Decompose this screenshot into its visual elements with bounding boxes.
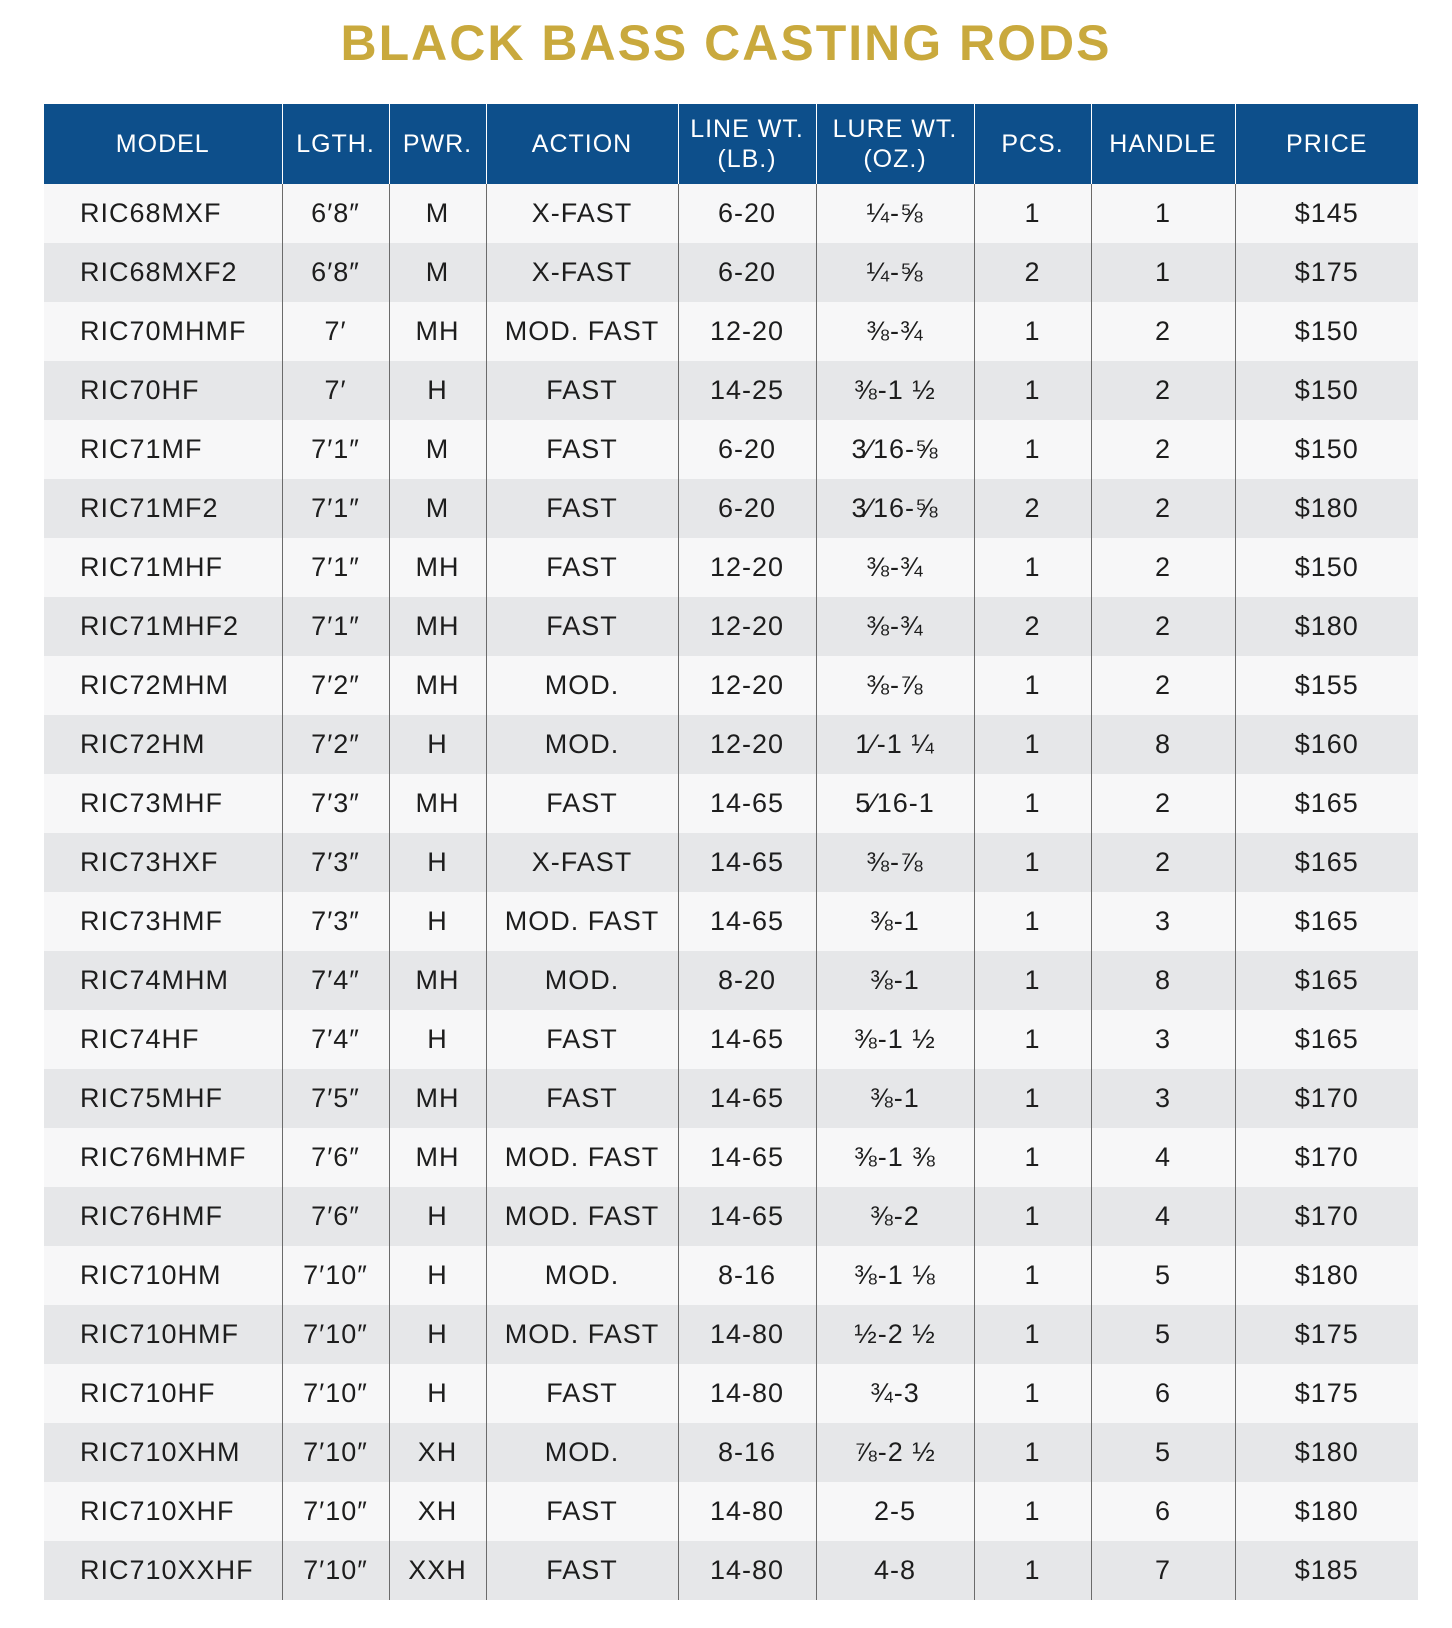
cell-handle: 8: [1091, 715, 1235, 774]
cell-price: $180: [1235, 1423, 1418, 1482]
cell-pieces: 1: [974, 184, 1091, 243]
cell-handle: 3: [1091, 1010, 1235, 1069]
cell-handle: 2: [1091, 538, 1235, 597]
cell-model: RIC71MHF2: [44, 597, 282, 656]
cell-power: H: [389, 1364, 486, 1423]
cell-power: MH: [389, 302, 486, 361]
cell-price: $165: [1235, 774, 1418, 833]
cell-length: 7′10″: [282, 1305, 389, 1364]
cell-line-weight: 14-65: [678, 833, 816, 892]
cell-line-weight: 14-65: [678, 774, 816, 833]
cell-model: RIC710XHF: [44, 1482, 282, 1541]
cell-price: $175: [1235, 1364, 1418, 1423]
cell-power: XH: [389, 1423, 486, 1482]
cell-pieces: 1: [974, 1423, 1091, 1482]
cell-action: FAST: [486, 774, 678, 833]
cell-line-weight: 12-20: [678, 302, 816, 361]
table-row: [44, 1128, 1418, 1187]
column-header-line-weight: LINE WT. (LB.): [678, 104, 816, 184]
table-row: [44, 951, 1418, 1010]
table-row: [44, 184, 1418, 243]
cell-length: 7′4″: [282, 1010, 389, 1069]
cell-model: RIC76HMF: [44, 1187, 282, 1246]
cell-pieces: 1: [974, 420, 1091, 479]
cell-length: 7′4″: [282, 951, 389, 1010]
cell-length: 7′1″: [282, 479, 389, 538]
cell-pieces: 1: [974, 302, 1091, 361]
cell-power: H: [389, 1187, 486, 1246]
cell-line-weight: 12-20: [678, 597, 816, 656]
cell-length: 7′1″: [282, 538, 389, 597]
cell-lure-weight: 3⁄16-⅝: [816, 420, 974, 479]
column-header-power: PWR.: [389, 104, 486, 184]
cell-lure-weight: ⅜-1: [816, 1069, 974, 1128]
cell-price: $180: [1235, 597, 1418, 656]
cell-price: $180: [1235, 479, 1418, 538]
cell-handle: 3: [1091, 1069, 1235, 1128]
cell-power: MH: [389, 597, 486, 656]
table-row: [44, 1364, 1418, 1423]
cell-line-weight: 8-20: [678, 951, 816, 1010]
cell-power: H: [389, 1305, 486, 1364]
cell-price: $155: [1235, 656, 1418, 715]
cell-lure-weight: ⅜-2: [816, 1187, 974, 1246]
cell-handle: 1: [1091, 184, 1235, 243]
cell-length: 7′1″: [282, 597, 389, 656]
table-row: [44, 1423, 1418, 1482]
cell-action: FAST: [486, 1364, 678, 1423]
cell-handle: 7: [1091, 1541, 1235, 1600]
cell-handle: 4: [1091, 1187, 1235, 1246]
table-row: [44, 538, 1418, 597]
cell-action: MOD. FAST: [486, 302, 678, 361]
cell-model: RIC76MHMF: [44, 1128, 282, 1187]
cell-price: $180: [1235, 1482, 1418, 1541]
cell-lure-weight: ⅜-1 ⅛: [816, 1246, 974, 1305]
cell-model: RIC710XHM: [44, 1423, 282, 1482]
cell-lure-weight: ¾-3: [816, 1364, 974, 1423]
cell-pieces: 1: [974, 538, 1091, 597]
cell-action: FAST: [486, 420, 678, 479]
cell-length: 7′2″: [282, 715, 389, 774]
cell-length: 7′10″: [282, 1423, 389, 1482]
cell-price: $150: [1235, 420, 1418, 479]
cell-action: MOD. FAST: [486, 1305, 678, 1364]
cell-line-weight: 12-20: [678, 538, 816, 597]
table-body: [44, 184, 1418, 1600]
cell-handle: 5: [1091, 1246, 1235, 1305]
header-row: [44, 104, 1418, 184]
cell-lure-weight: 4-8: [816, 1541, 974, 1600]
cell-model: RIC710HM: [44, 1246, 282, 1305]
cell-power: H: [389, 715, 486, 774]
cell-price: $175: [1235, 1305, 1418, 1364]
cell-power: H: [389, 833, 486, 892]
cell-line-weight: 12-20: [678, 656, 816, 715]
cell-action: MOD. FAST: [486, 1187, 678, 1246]
cell-handle: 2: [1091, 420, 1235, 479]
cell-line-weight: 14-25: [678, 361, 816, 420]
cell-line-weight: 14-65: [678, 1069, 816, 1128]
cell-action: FAST: [486, 1541, 678, 1600]
cell-power: H: [389, 361, 486, 420]
page-title: BLACK BASS CASTING RODS: [340, 15, 1112, 71]
cell-price: $170: [1235, 1187, 1418, 1246]
cell-action: X-FAST: [486, 184, 678, 243]
cell-price: $170: [1235, 1128, 1418, 1187]
rods-table: [44, 104, 1418, 1600]
cell-pieces: 1: [974, 951, 1091, 1010]
table-row: [44, 892, 1418, 951]
table-row: [44, 1187, 1418, 1246]
cell-length: 7′: [282, 361, 389, 420]
cell-lure-weight: ½-2 ½: [816, 1305, 974, 1364]
cell-lure-weight: ⅜-1: [816, 951, 974, 1010]
cell-action: X-FAST: [486, 243, 678, 302]
cell-lure-weight: ⅜-1 ⅜: [816, 1128, 974, 1187]
table-row: [44, 1305, 1418, 1364]
cell-length: 7′3″: [282, 833, 389, 892]
cell-price: $180: [1235, 1246, 1418, 1305]
cell-price: $185: [1235, 1541, 1418, 1600]
cell-model: RIC710XXHF: [44, 1541, 282, 1600]
cell-pieces: 2: [974, 597, 1091, 656]
column-header-length: LGTH.: [282, 104, 389, 184]
table-row: [44, 1246, 1418, 1305]
cell-handle: 8: [1091, 951, 1235, 1010]
cell-handle: 1: [1091, 243, 1235, 302]
table-row: [44, 243, 1418, 302]
cell-line-weight: 14-65: [678, 1010, 816, 1069]
cell-length: 7′: [282, 302, 389, 361]
cell-lure-weight: ⅜-¾: [816, 597, 974, 656]
cell-power: M: [389, 420, 486, 479]
cell-lure-weight: 5⁄16-1: [816, 774, 974, 833]
cell-pieces: 1: [974, 1069, 1091, 1128]
cell-model: RIC70MHMF: [44, 302, 282, 361]
cell-line-weight: 6-20: [678, 479, 816, 538]
cell-handle: 4: [1091, 1128, 1235, 1187]
cell-handle: 2: [1091, 302, 1235, 361]
cell-price: $160: [1235, 715, 1418, 774]
cell-lure-weight: ⅜-1: [816, 892, 974, 951]
table-header: [44, 104, 1418, 184]
cell-action: MOD. FAST: [486, 892, 678, 951]
cell-price: $150: [1235, 302, 1418, 361]
cell-price: $145: [1235, 184, 1418, 243]
cell-line-weight: 14-80: [678, 1541, 816, 1600]
cell-model: RIC73HXF: [44, 833, 282, 892]
cell-power: H: [389, 1246, 486, 1305]
cell-power: M: [389, 184, 486, 243]
column-header-lure-weight: LURE WT. (OZ.): [816, 104, 974, 184]
cell-model: RIC710HMF: [44, 1305, 282, 1364]
cell-model: RIC68MXF: [44, 184, 282, 243]
cell-length: 7′6″: [282, 1128, 389, 1187]
cell-action: FAST: [486, 479, 678, 538]
cell-price: $165: [1235, 833, 1418, 892]
cell-price: $165: [1235, 1010, 1418, 1069]
cell-action: MOD.: [486, 951, 678, 1010]
cell-handle: 2: [1091, 774, 1235, 833]
cell-lure-weight: ¼-⅝: [816, 243, 974, 302]
cell-length: 7′2″: [282, 656, 389, 715]
cell-model: RIC74HF: [44, 1010, 282, 1069]
cell-power: H: [389, 892, 486, 951]
cell-pieces: 2: [974, 479, 1091, 538]
cell-pieces: 1: [974, 1128, 1091, 1187]
cell-power: MH: [389, 951, 486, 1010]
cell-lure-weight: 3⁄16-⅝: [816, 479, 974, 538]
cell-line-weight: 6-20: [678, 184, 816, 243]
cell-action: FAST: [486, 538, 678, 597]
cell-length: 7′3″: [282, 892, 389, 951]
cell-lure-weight: ⅜-1 ½: [816, 361, 974, 420]
cell-handle: 3: [1091, 892, 1235, 951]
cell-length: 7′1″: [282, 420, 389, 479]
cell-action: FAST: [486, 1010, 678, 1069]
cell-line-weight: 8-16: [678, 1246, 816, 1305]
cell-power: XXH: [389, 1541, 486, 1600]
cell-pieces: 1: [974, 1305, 1091, 1364]
cell-handle: 2: [1091, 833, 1235, 892]
cell-model: RIC70HF: [44, 361, 282, 420]
column-header-pieces: PCS.: [974, 104, 1091, 184]
cell-power: MH: [389, 1069, 486, 1128]
cell-model: RIC75MHF: [44, 1069, 282, 1128]
cell-handle: 5: [1091, 1423, 1235, 1482]
cell-length: 7′10″: [282, 1482, 389, 1541]
cell-line-weight: 14-65: [678, 1187, 816, 1246]
cell-lure-weight: ⅜-¾: [816, 302, 974, 361]
column-header-action: ACTION: [486, 104, 678, 184]
table-row: [44, 1541, 1418, 1600]
cell-price: $150: [1235, 538, 1418, 597]
cell-pieces: 1: [974, 1246, 1091, 1305]
cell-lure-weight: ⅜-⅞: [816, 656, 974, 715]
cell-model: RIC72HM: [44, 715, 282, 774]
cell-pieces: 1: [974, 361, 1091, 420]
cell-pieces: 1: [974, 833, 1091, 892]
cell-action: MOD.: [486, 656, 678, 715]
cell-line-weight: 8-16: [678, 1423, 816, 1482]
table-row: [44, 715, 1418, 774]
cell-length: 6′8″: [282, 184, 389, 243]
cell-lure-weight: ⅜-¾: [816, 538, 974, 597]
cell-lure-weight: 1⁄-1 ¼: [816, 715, 974, 774]
cell-model: RIC71MHF: [44, 538, 282, 597]
cell-model: RIC74MHM: [44, 951, 282, 1010]
cell-action: FAST: [486, 1069, 678, 1128]
cell-pieces: 1: [974, 1187, 1091, 1246]
cell-price: $175: [1235, 243, 1418, 302]
cell-pieces: 1: [974, 774, 1091, 833]
cell-length: 7′5″: [282, 1069, 389, 1128]
cell-action: MOD.: [486, 1423, 678, 1482]
table-row: [44, 1069, 1418, 1128]
cell-power: MH: [389, 1128, 486, 1187]
cell-action: MOD.: [486, 1246, 678, 1305]
cell-length: 6′8″: [282, 243, 389, 302]
cell-action: FAST: [486, 1482, 678, 1541]
table-row: [44, 302, 1418, 361]
cell-handle: 2: [1091, 479, 1235, 538]
cell-line-weight: 6-20: [678, 243, 816, 302]
table-row: [44, 1010, 1418, 1069]
cell-line-weight: 14-65: [678, 892, 816, 951]
table-row: [44, 420, 1418, 479]
column-header-model: MODEL: [44, 104, 282, 184]
table-row: [44, 833, 1418, 892]
cell-pieces: 1: [974, 892, 1091, 951]
cell-length: 7′10″: [282, 1541, 389, 1600]
cell-lure-weight: ⅜-1 ½: [816, 1010, 974, 1069]
cell-power: MH: [389, 774, 486, 833]
cell-lure-weight: ⅞-2 ½: [816, 1423, 974, 1482]
cell-length: 7′6″: [282, 1187, 389, 1246]
table-row: [44, 361, 1418, 420]
cell-power: M: [389, 243, 486, 302]
cell-price: $150: [1235, 361, 1418, 420]
cell-power: MH: [389, 538, 486, 597]
cell-power: H: [389, 1010, 486, 1069]
cell-model: RIC71MF2: [44, 479, 282, 538]
cell-handle: 2: [1091, 597, 1235, 656]
cell-model: RIC73HMF: [44, 892, 282, 951]
cell-pieces: 1: [974, 715, 1091, 774]
cell-lure-weight: ¼-⅝: [816, 184, 974, 243]
cell-action: FAST: [486, 597, 678, 656]
cell-line-weight: 12-20: [678, 715, 816, 774]
cell-lure-weight: ⅜-⅞: [816, 833, 974, 892]
table-row: [44, 1482, 1418, 1541]
cell-model: RIC71MF: [44, 420, 282, 479]
cell-pieces: 1: [974, 656, 1091, 715]
cell-action: MOD.: [486, 715, 678, 774]
cell-line-weight: 14-65: [678, 1128, 816, 1187]
cell-handle: 6: [1091, 1482, 1235, 1541]
cell-length: 7′3″: [282, 774, 389, 833]
cell-pieces: 1: [974, 1364, 1091, 1423]
cell-pieces: 2: [974, 243, 1091, 302]
cell-line-weight: 14-80: [678, 1305, 816, 1364]
column-header-price: PRICE: [1235, 104, 1418, 184]
cell-handle: 6: [1091, 1364, 1235, 1423]
cell-power: XH: [389, 1482, 486, 1541]
cell-model: RIC73MHF: [44, 774, 282, 833]
cell-line-weight: 14-80: [678, 1482, 816, 1541]
cell-pieces: 1: [974, 1541, 1091, 1600]
cell-power: M: [389, 479, 486, 538]
table-row: [44, 774, 1418, 833]
table-row: [44, 479, 1418, 538]
cell-price: $165: [1235, 951, 1418, 1010]
cell-model: RIC68MXF2: [44, 243, 282, 302]
cell-action: FAST: [486, 361, 678, 420]
cell-line-weight: 14-80: [678, 1364, 816, 1423]
cell-price: $165: [1235, 892, 1418, 951]
cell-model: RIC710HF: [44, 1364, 282, 1423]
column-header-handle: HANDLE: [1091, 104, 1235, 184]
cell-price: $170: [1235, 1069, 1418, 1128]
cell-lure-weight: 2-5: [816, 1482, 974, 1541]
cell-line-weight: 6-20: [678, 420, 816, 479]
cell-length: 7′10″: [282, 1246, 389, 1305]
cell-handle: 2: [1091, 656, 1235, 715]
cell-length: 7′10″: [282, 1364, 389, 1423]
cell-power: MH: [389, 656, 486, 715]
cell-action: X-FAST: [486, 833, 678, 892]
cell-handle: 2: [1091, 361, 1235, 420]
cell-model: RIC72MHM: [44, 656, 282, 715]
table-row: [44, 656, 1418, 715]
cell-handle: 5: [1091, 1305, 1235, 1364]
cell-action: MOD. FAST: [486, 1128, 678, 1187]
cell-pieces: 1: [974, 1482, 1091, 1541]
table-row: [44, 597, 1418, 656]
cell-pieces: 1: [974, 1010, 1091, 1069]
